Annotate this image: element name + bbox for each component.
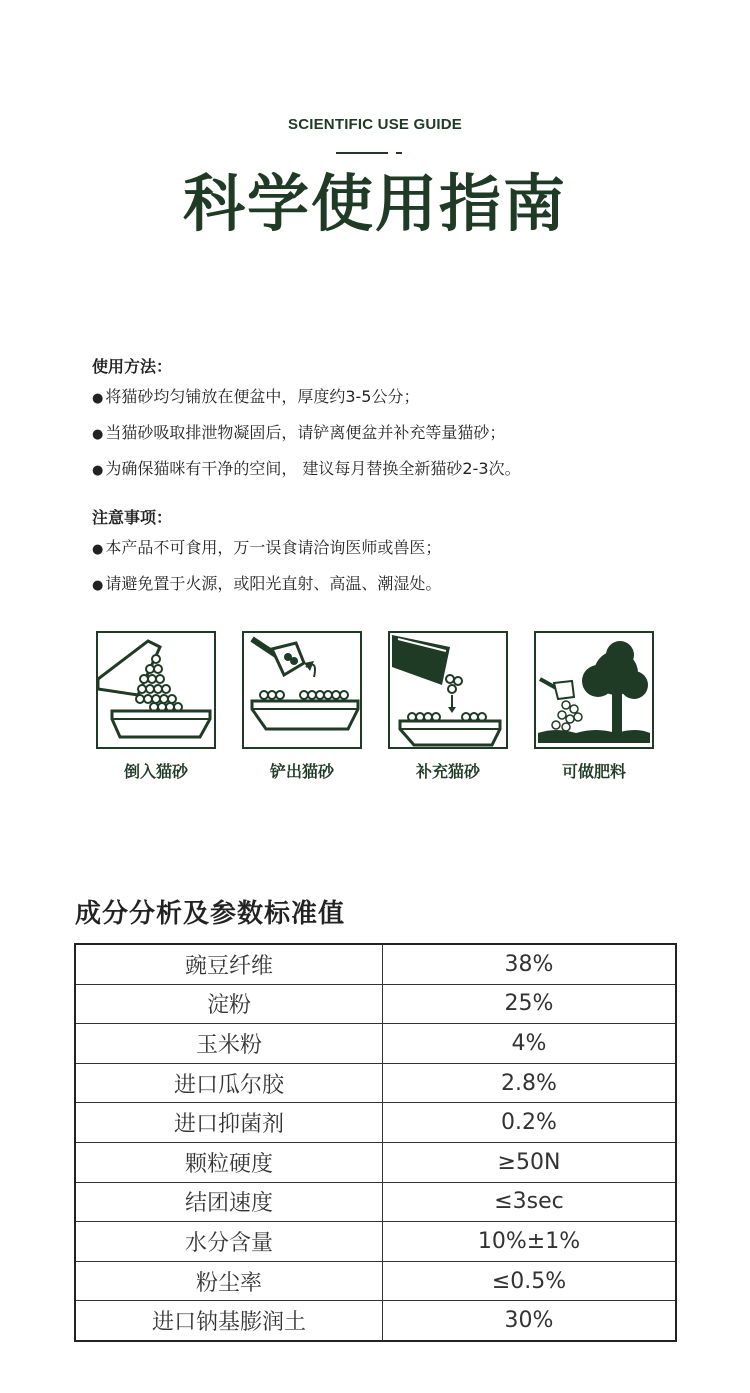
spec-value: ≤0.5% [383, 1261, 677, 1301]
header-rule-dot [396, 152, 402, 154]
step-label: 补充猫砂 [415, 762, 480, 781]
spec-value: 25% [383, 984, 677, 1024]
table-row [75, 1142, 676, 1182]
step-label: 可做肥料 [561, 762, 626, 781]
spec-name: 淀粉 [75, 984, 383, 1024]
step-fertilizer [534, 631, 654, 782]
usage-item: ● 为确保猫咪有干净的空间， 建议每月替换全新猫砂2-3次。 [92, 452, 521, 488]
notes-item: ● 请避免置于火源，或阳光直射、高温、潮湿处。 [92, 567, 441, 603]
refill-litter-icon [388, 631, 508, 749]
table-row [75, 984, 676, 1024]
notes-item: ● 本产品不可食用，万一误食请洽询医师或兽医； [92, 531, 441, 567]
usage-item: ● 当猫砂吸取排泄物凝固后，请铲离便盆并补充等量猫砂； [92, 416, 521, 452]
table-row [75, 944, 676, 984]
notes-heading: 注意事项： [92, 508, 173, 527]
spec-name: 结团速度 [75, 1182, 383, 1222]
spec-title: 成分分析及参数标准值 [75, 899, 346, 929]
spec-name: 进口瓜尔胶 [75, 1063, 383, 1103]
spec-value: 30% [383, 1301, 677, 1341]
table-row [75, 1301, 676, 1341]
header-subtitle: SCIENTIFIC USE GUIDE [287, 116, 463, 133]
table-row [75, 1182, 676, 1222]
spec-value: 2.8% [383, 1063, 677, 1103]
page-title: 科学使用指南 [182, 167, 567, 240]
usage-item: ● 将猫砂均匀铺放在便盆中，厚度约3-5公分； [92, 380, 521, 416]
spec-name: 进口抑菌剂 [75, 1103, 383, 1143]
spec-value: 0.2% [383, 1103, 677, 1143]
table-row [75, 1222, 676, 1262]
table-row [75, 1261, 676, 1301]
fertilizer-tree-icon [534, 631, 654, 749]
step-scoop [242, 631, 362, 782]
spec-name: 玉米粉 [75, 1024, 383, 1064]
spec-value: 38% [383, 944, 677, 984]
step-label: 倒入猫砂 [123, 762, 188, 781]
usage-list [92, 380, 521, 488]
spec-name: 粉尘率 [75, 1261, 383, 1301]
spec-value: ≥50N [383, 1142, 677, 1182]
table-row [75, 1063, 676, 1103]
pour-litter-icon [96, 631, 216, 749]
step-refill [388, 631, 508, 782]
table-row [75, 1103, 676, 1143]
scoop-litter-icon [242, 631, 362, 749]
step-pour [96, 631, 216, 782]
spec-name: 颗粒硬度 [75, 1142, 383, 1182]
spec-value: ≤3sec [383, 1182, 677, 1222]
spec-value: 10%±1% [383, 1222, 677, 1262]
spec-value: 4% [383, 1024, 677, 1064]
notes-list [92, 531, 441, 603]
spec-name: 豌豆纤维 [75, 944, 383, 984]
spec-name: 水分含量 [75, 1222, 383, 1262]
spec-table [74, 943, 677, 1342]
header-rule [336, 152, 388, 154]
step-label: 铲出猫砂 [269, 762, 334, 781]
spec-name: 进口钠基膨润土 [75, 1301, 383, 1341]
usage-heading: 使用方法： [92, 357, 173, 376]
table-row [75, 1024, 676, 1064]
steps-row [96, 631, 656, 791]
